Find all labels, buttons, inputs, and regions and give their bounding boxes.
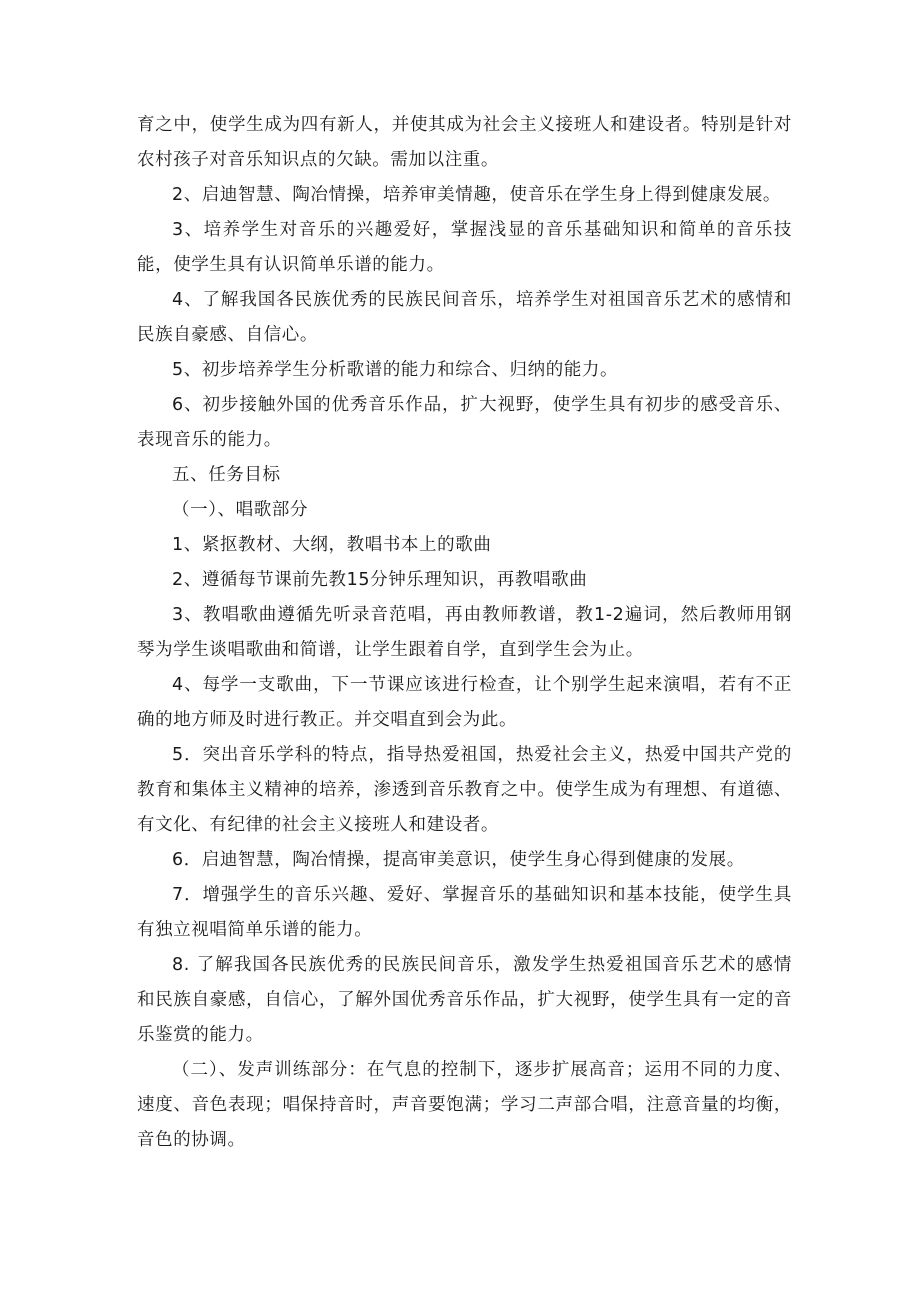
singing-item-4: 4、每学一支歌曲，下一节课应该进行检查，让个别学生起来演唱，若有不正确的地方师及时进行教正。并交唱直到会为此。 [137, 675, 792, 730]
singing-item-6: 6．启迪智慧，陶冶情操，提高审美意识，使学生身心得到健康的发展。 [172, 850, 745, 870]
singing-item-8: 8. 了解我国各民族优秀的民族民间音乐，激发学生热爱祖国音乐艺术的感情和民族自豪感，自信心，了解外国优秀音乐作品，扩大视野，使学生具有一定的音乐鉴赏的能力。 [137, 955, 792, 1045]
paragraph-item-5: 5、初步培养学生分析歌谱的能力和综合、归纳的能力。 [172, 360, 619, 380]
singing-item-1: 1、紧抠教材、大纲，教唱书本上的歌曲 [172, 535, 492, 555]
singing-item-5: 5．突出音乐学科的特点，指导热爱祖国，热爱社会主义，热爱中国共产党的教育和集体主义精神的培养，渗透到音乐教育之中。使学生成为有理想、有道德、有文化、有纪律的社会主义接班人和建设者。 [137, 745, 792, 835]
document-body [137, 108, 792, 1158]
singing-item-2: 2、遵循每节课前先教15分钟乐理知识，再教唱歌曲 [172, 570, 588, 590]
subsection-heading-singing: （一）、唱歌部分 [172, 500, 309, 520]
paragraph-item-3: 3、培养学生对音乐的兴趣爱好，掌握浅显的音乐基础知识和简单的音乐技能，使学生具有认识简单乐谱的能力。 [137, 220, 792, 275]
singing-item-3: 3、教唱歌曲遵循先听录音范唱，再由教师教谱，教1-2遍词，然后教师用钢琴为学生谈唱歌曲和简谱，让学生跟着自学，直到学生会为止。 [137, 605, 792, 660]
paragraph-item-4: 4、了解我国各民族优秀的民族民间音乐，培养学生对祖国音乐艺术的感情和民族自豪感、自信心。 [137, 290, 792, 345]
singing-item-7: 7．增强学生的音乐兴趣、爱好、掌握音乐的基础知识和基本技能，使学生具有独立视唱简单乐谱的能力。 [137, 885, 792, 940]
paragraph-continuation: 育之中，使学生成为四有新人，并使其成为社会主义接班人和建设者。特别是针对农村孩子对音乐知识点的欠缺。需加以注重。 [137, 115, 792, 170]
section-heading-task-goals: 五、任务目标 [172, 465, 281, 485]
paragraph-item-2: 2、启迪智慧、陶冶情操，培养审美情趣，使音乐在学生身上得到健康发展。 [172, 185, 782, 205]
paragraph-item-6: 6、初步接触外国的优秀音乐作品，扩大视野，使学生具有初步的感受音乐、表现音乐的能力。 [137, 395, 792, 450]
subsection-vocal-training: （二）、发声训练部分：在气息的控制下，逐步扩展高音；运用不同的力度、速度、音色表现；唱保持音时，声音要饱满；学习二声部合唱，注意音量的均衡，音色的协调。 [137, 1060, 792, 1150]
